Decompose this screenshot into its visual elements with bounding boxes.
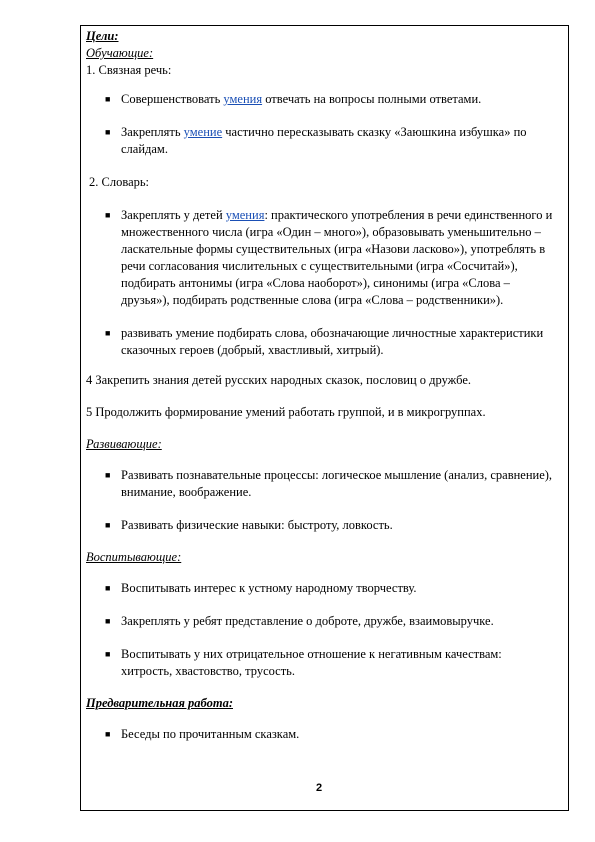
bullet-item: ■ Воспитывать интерес к устному народному творчеству.	[105, 581, 417, 595]
link-umenie[interactable]: умение	[183, 125, 223, 139]
link-umeniya[interactable]: умения	[223, 92, 263, 106]
bullet-icon: ■	[105, 616, 111, 626]
item-fairytales: 4 Закрепить знания детей русских народных сказок, пословиц о дружбе.	[86, 373, 472, 387]
page-number: 2	[316, 782, 323, 794]
item-speech: 1. Связная речь:	[86, 63, 172, 77]
bullet-item: ■ развивать умение подбирать слова, обозначающие личностные характеристики сказочных героев (добрый, хвастливый, хитрый).	[105, 326, 544, 357]
preliminary-heading: Предварительная работа:	[86, 696, 233, 710]
link-umeniya-2[interactable]: умения	[225, 208, 265, 222]
bullet-item: ■ Закреплять умение частично пересказывать сказку «Заюшкина избушка» по слайдам.	[105, 125, 527, 156]
item-groupwork: 5 Продолжить формирование умений работать группой, и в микрогруппах.	[86, 405, 486, 419]
bullet-icon: ■	[105, 583, 111, 593]
bullet-icon: ■	[105, 328, 111, 338]
goals-heading: Цели:	[86, 29, 119, 43]
bullet-icon: ■	[105, 210, 111, 220]
bullet-icon: ■	[105, 649, 111, 659]
educating-heading: Воспитывающие:	[86, 550, 182, 564]
bullet-item: ■ Закреплять у детей умения: практического употребления в речи единственного и множественного числа (игра «Один – много»), образовывать уменьшительно – ласкательные формы существительных (игра «Назови ласково»), употреблять в речи согласования числительных с существительными (игра «Сосчитай»), подбирать антонимы (игра «Слова наоборот»), синонимы (игра «Слова – друзья»), подбирать родственные слова (игра «Слова – родственники»).	[105, 208, 553, 307]
bullet-icon: ■	[105, 94, 111, 104]
bullet-item: ■ Закреплять у ребят представление о доброте, дружбе, взаимовыручке.	[105, 614, 494, 628]
bullet-icon: ■	[105, 127, 111, 137]
bullet-item: ■ Развивать познавательные процессы: логическое мышление (анализ, сравнение), внимание, воображение.	[105, 468, 553, 499]
teaching-heading: Обучающие:	[86, 46, 154, 60]
bullet-item: ■ Беседы по прочитанным сказкам.	[105, 727, 300, 741]
bullet-icon: ■	[105, 470, 111, 480]
bullet-icon: ■	[105, 729, 111, 739]
bullet-item: ■ Развивать физические навыки: быстроту, ловкость.	[105, 518, 393, 532]
item-vocabulary: 2. Словарь:	[89, 175, 150, 189]
document-body	[86, 28, 556, 743]
bullet-icon: ■	[105, 520, 111, 530]
bullet-item: ■ Воспитывать у них отрицательное отношение к негативным качествам: хитрость, хвастовство, трусость.	[105, 647, 502, 678]
developing-heading: Развивающие:	[86, 437, 162, 451]
bullet-item: ■ Совершенствовать умения отвечать на вопросы полными ответами.	[105, 92, 482, 106]
